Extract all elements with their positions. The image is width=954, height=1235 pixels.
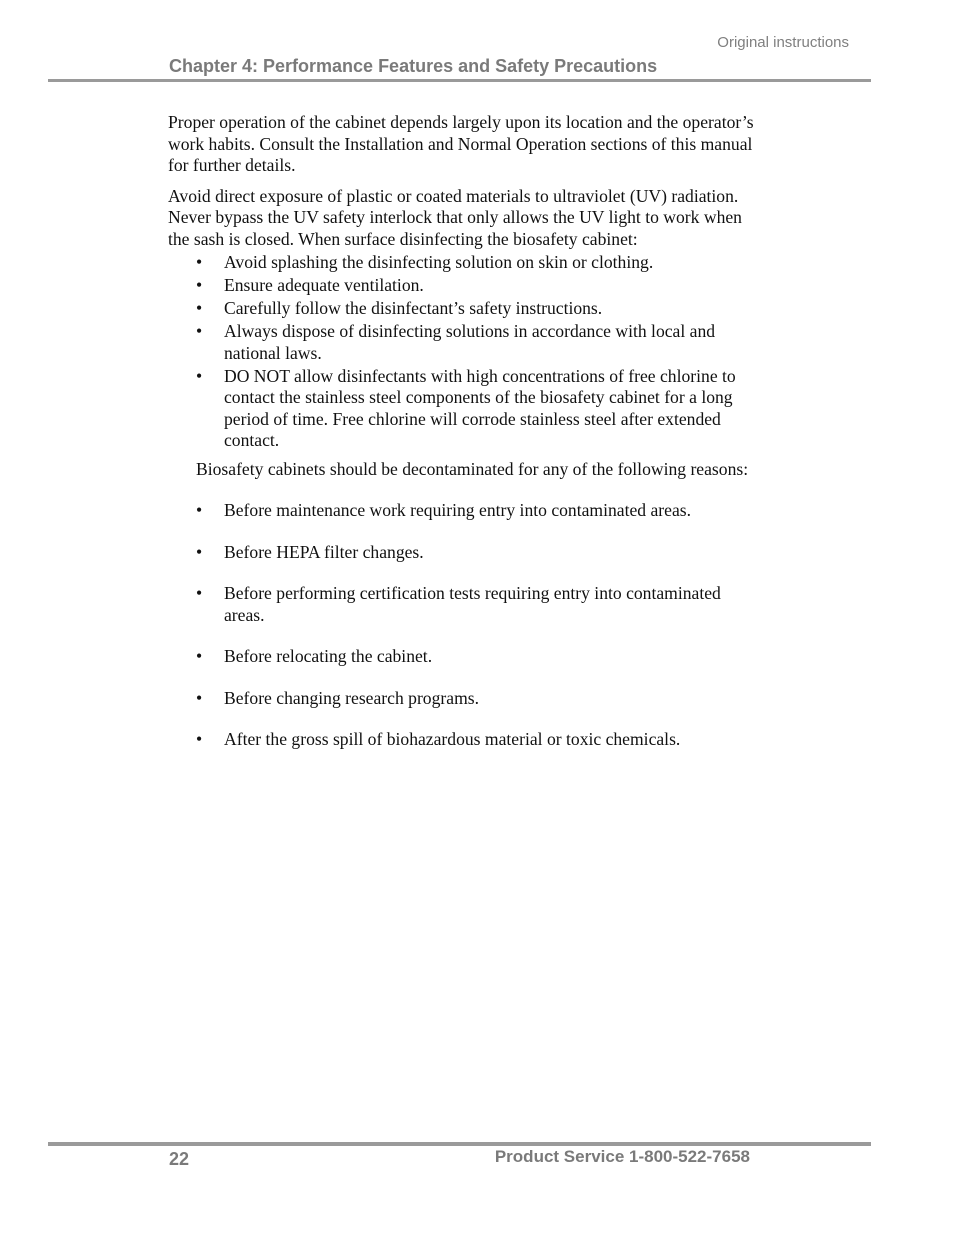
original-instructions-note: Original instructions xyxy=(717,34,849,51)
list-item xyxy=(168,252,758,274)
bullet-icon: • xyxy=(196,687,203,708)
list-item xyxy=(168,321,758,364)
bullet-icon: • xyxy=(196,729,203,749)
bullet-icon: • xyxy=(196,500,203,520)
paragraph-uv-exposure: Avoid direct exposure of plastic or coated materials to ultraviolet (UV) radiation. Never bypass the UV safety interlock that only allows the UV light to work when the sash is closed. When surface disinfecting the biosafety cabinet: xyxy=(168,185,742,249)
list-item xyxy=(168,500,758,522)
bullet-icon: • xyxy=(196,646,203,666)
list-item xyxy=(168,729,758,751)
paragraph-operation: Proper operation of the cabinet depends largely upon its location and the operator’s work habits. Consult the Installation and Normal Operation sections of this manual for further details. xyxy=(168,112,754,175)
page-body xyxy=(168,112,758,771)
bullet-icon: • xyxy=(196,541,203,562)
bullet-icon: • xyxy=(196,365,203,386)
list-item xyxy=(168,542,758,564)
list-item-text: Ensure adequate ventilation. xyxy=(224,275,424,295)
list-item-text: DO NOT allow disinfectants with high concentrations of free chlorine to contact the stainless steel components of the biosafety cabinet for a long period of time. Free chlorine will corrode stainless steel after extended contact. xyxy=(224,365,736,450)
list-item xyxy=(168,275,758,297)
bullet-icon: • xyxy=(196,275,203,295)
disinfecting-list xyxy=(168,252,758,452)
list-item-text: Before HEPA filter changes. xyxy=(224,541,424,562)
list-item-text: Carefully follow the disinfectant’s safety instructions. xyxy=(224,298,603,318)
chapter-title: Chapter 4: Performance Features and Safety Precautions xyxy=(169,56,658,76)
decontamination-reasons-list xyxy=(168,500,758,751)
list-item-text: After the gross spill of biohazardous material or toxic chemicals. xyxy=(224,729,681,749)
list-item xyxy=(168,366,758,452)
list-item-text: Before relocating the cabinet. xyxy=(224,646,433,666)
list-item-text: Always dispose of disinfecting solutions in accordance with local and national laws. xyxy=(224,321,716,363)
list-item-text: Before maintenance work requiring entry into contaminated areas. xyxy=(224,500,692,520)
bullet-icon: • xyxy=(196,583,203,603)
list-item-text: Avoid splashing the disinfecting solution on skin or clothing. xyxy=(224,252,654,272)
bullet-icon: • xyxy=(196,298,203,318)
bullet-icon: • xyxy=(196,252,203,272)
paragraph-decontamination: Biosafety cabinets should be decontaminated for any of the following reasons: xyxy=(196,458,749,479)
bullet-icon: • xyxy=(196,321,203,341)
list-item xyxy=(168,646,758,668)
list-item-text: Before changing research programs. xyxy=(224,687,479,708)
product-service-phone: Product Service 1-800-522-7658 xyxy=(494,1147,750,1166)
page-number: 22 xyxy=(169,1149,190,1169)
footer-rule xyxy=(48,1142,871,1146)
list-item xyxy=(168,298,758,320)
list-item-text: Before performing certification tests requiring entry into contaminated areas. xyxy=(224,583,721,625)
header-rule xyxy=(48,79,871,82)
list-item xyxy=(168,583,758,626)
list-item xyxy=(168,688,758,710)
